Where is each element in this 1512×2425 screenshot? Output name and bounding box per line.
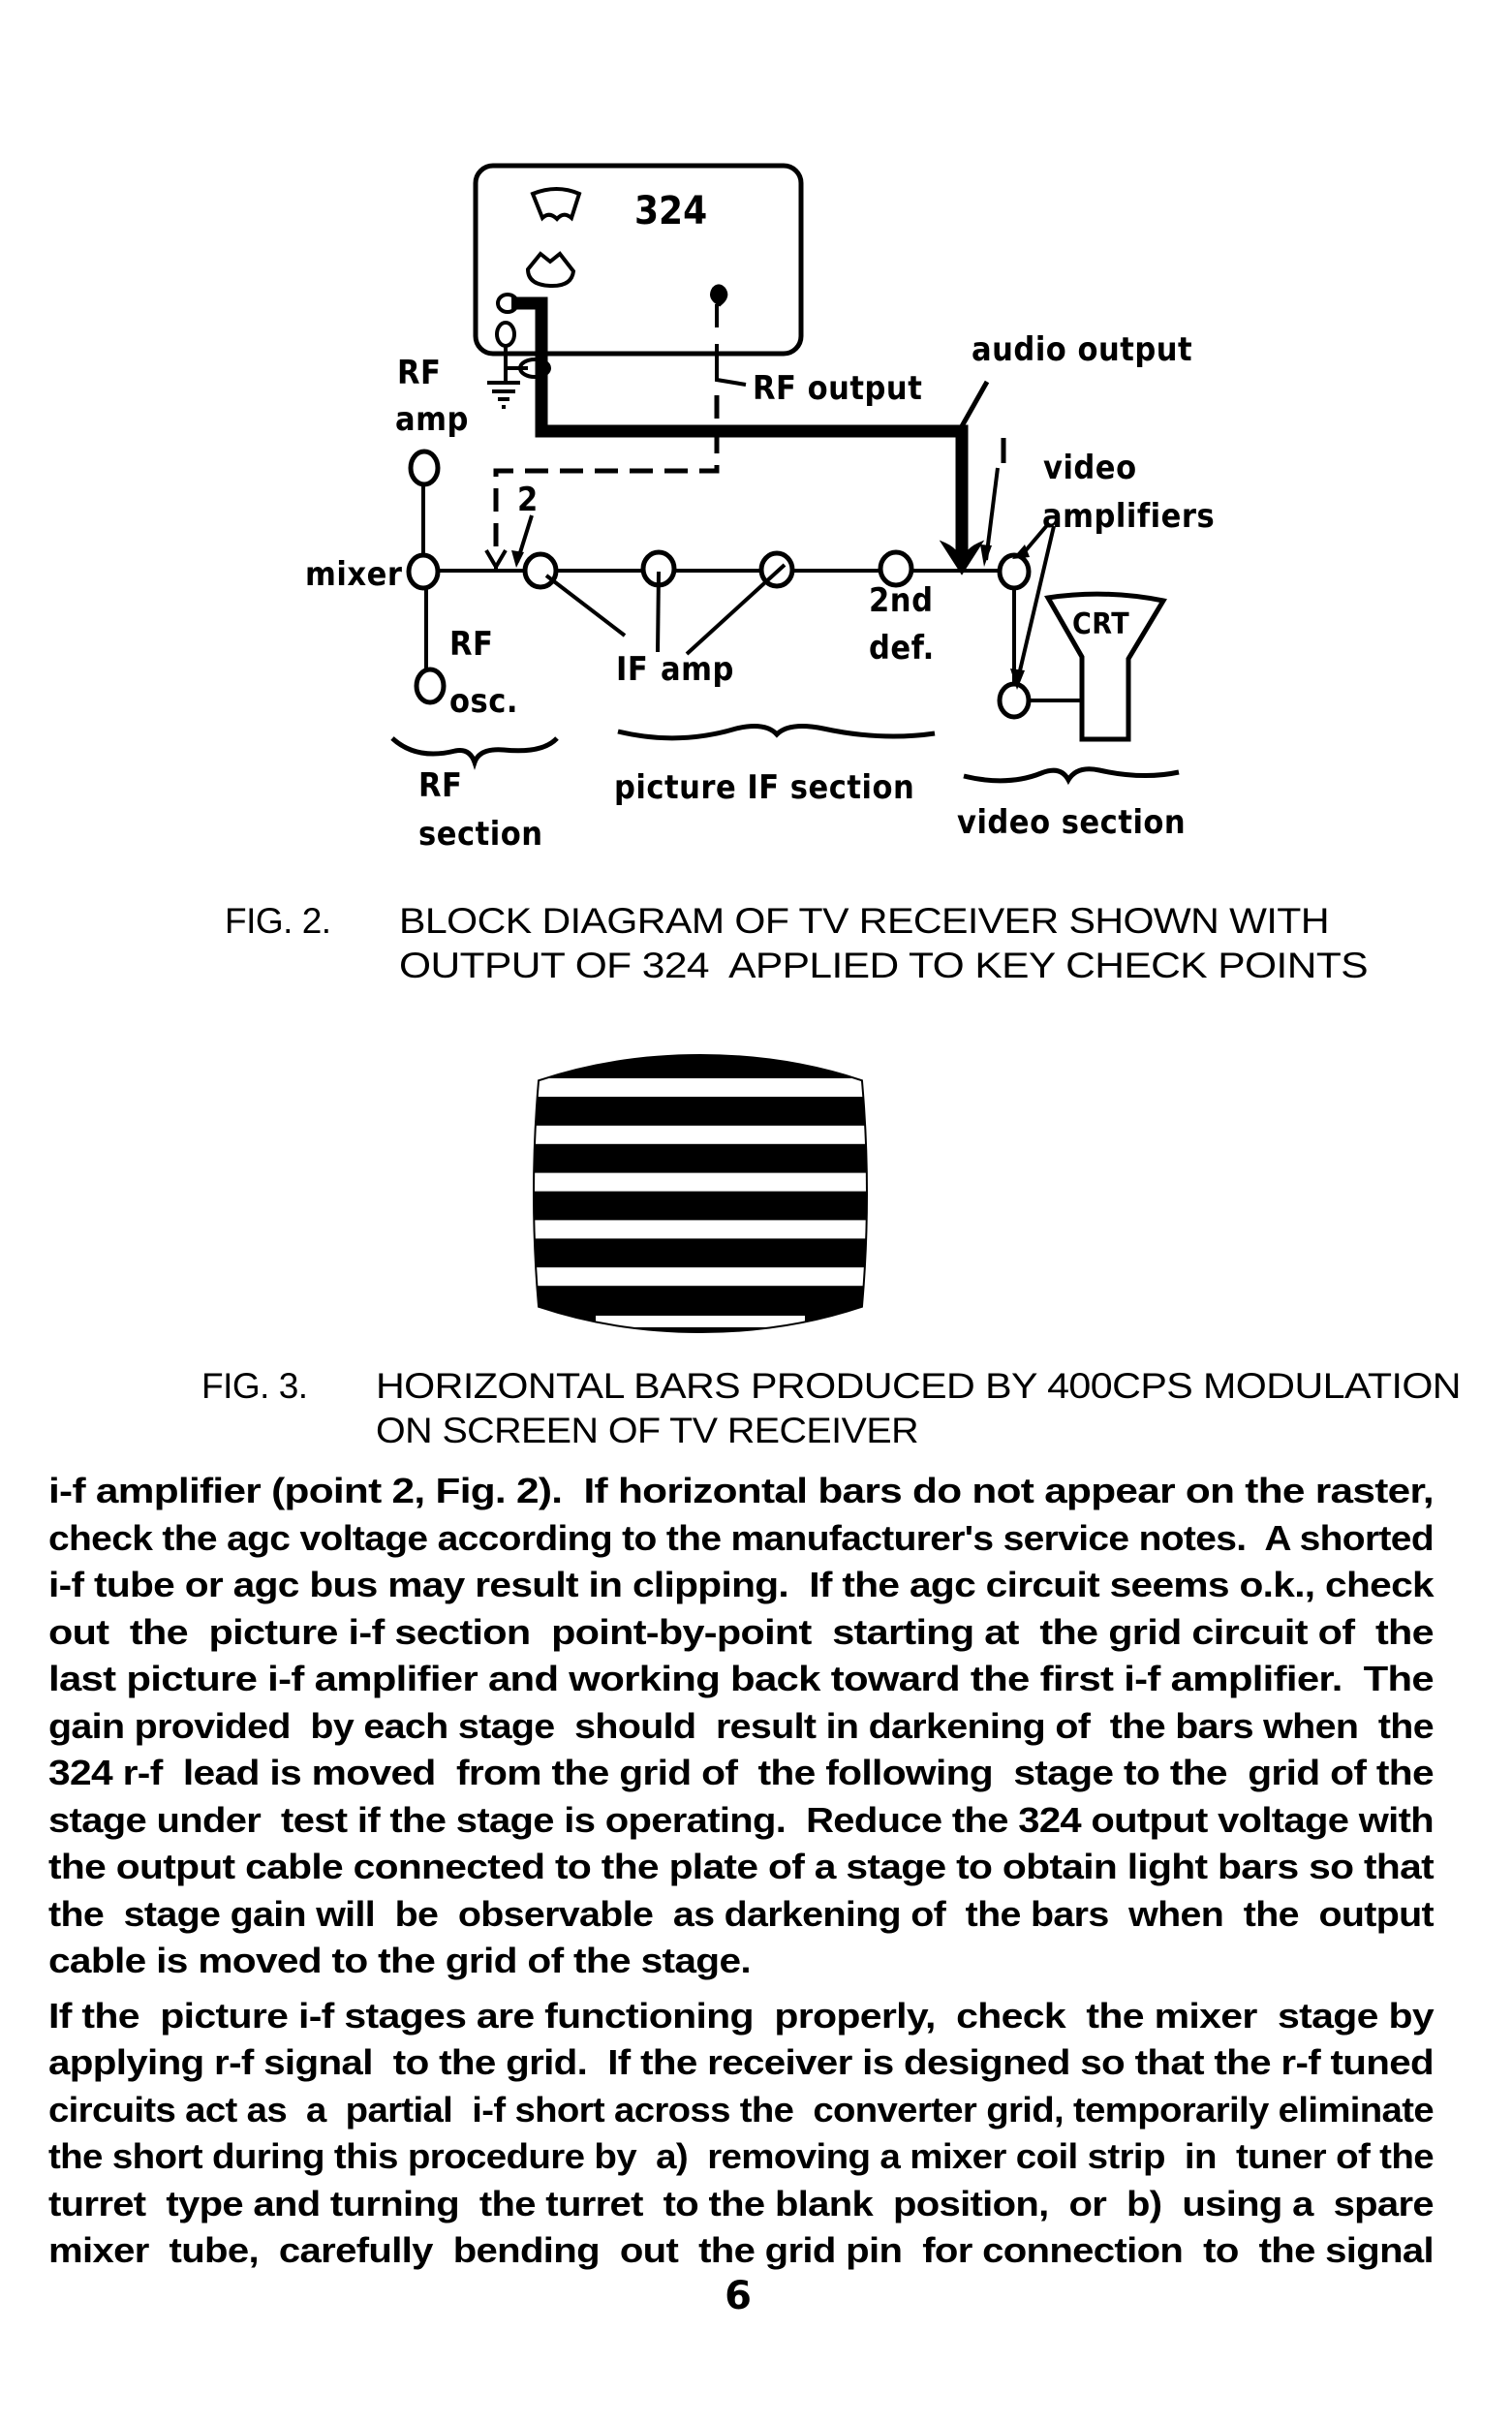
mixer-node	[409, 555, 438, 588]
tv-screen-outline	[535, 1056, 866, 1331]
rf-probe-clip-icon	[486, 550, 506, 572]
picture-if-section-brace	[618, 727, 935, 738]
figure-3-caption-line: ON SCREEN OF TV RECEIVER	[376, 1411, 918, 1450]
second-detector-label-line1: 2nd	[869, 581, 934, 620]
rf-osc-label-line1: RF	[449, 625, 494, 664]
rf-amp-label-line2: amp	[395, 400, 469, 439]
rf-amp-node	[411, 451, 438, 484]
figure-3-caption-line: HORIZONTAL BARS PRODUCED BY 400CPS MODULATION	[376, 1366, 1461, 1406]
figure-2-caption	[225, 899, 1368, 992]
white-bar	[528, 1078, 873, 1097]
rf-output-lead	[717, 344, 746, 385]
text-line: last picture i-f amplifier and working back toward the first i-f amplifier. The	[48, 1659, 1434, 1698]
video-amplifiers-label-line2: amplifiers	[1042, 497, 1216, 536]
audio-output-cable	[511, 303, 962, 562]
figure-2-caption-line: OUTPUT OF 324 APPLIED TO KEY CHECK POINTS	[399, 946, 1368, 985]
rf-section-label-line1: RF	[418, 766, 463, 805]
audio-output-pointer	[962, 382, 987, 426]
rf-amp-label-line1: RF	[397, 354, 442, 392]
bottom-white-sliver	[596, 1316, 805, 1327]
figure-3-tv-screen	[528, 1054, 873, 1333]
rf-output-jack-icon	[712, 287, 725, 328]
page-number: 6	[725, 2274, 752, 2318]
if-amp-node-1	[525, 554, 556, 587]
rf-output-dashed-lead	[496, 395, 717, 557]
white-bar	[528, 1173, 873, 1192]
video-amp-node-2	[1000, 684, 1029, 717]
video-section-label: video section	[957, 803, 1187, 842]
rf-output-label: RF output	[753, 369, 923, 408]
audio-output-label: audio output	[972, 330, 1193, 369]
mixer-label: mixer	[305, 555, 403, 594]
rf-osc-label-line2: osc.	[449, 682, 518, 721]
figure-2-block-diagram	[0, 0, 1512, 872]
point-2-label: 2	[517, 481, 539, 519]
text-line: i-f tube or agc bus may result in clipping. If the agc circuit seems o.k., check	[48, 1565, 1434, 1604]
if-amp-label-part1: IF	[616, 650, 649, 689]
text-line: cable is moved to the grid of the stage.	[48, 1941, 751, 1980]
white-bar	[528, 1220, 873, 1238]
rf-section-brace	[392, 738, 557, 762]
body-text	[48, 1468, 1435, 2275]
text-line: check the agc voltage according to the manufacturer's service notes. A shorted	[48, 1517, 1434, 1558]
second-detector-node	[880, 552, 911, 585]
video-amp-node-1	[1000, 555, 1029, 588]
second-detector-label-line2: def.	[869, 629, 935, 668]
figure-3-caption	[201, 1364, 1470, 1457]
text-line: circuits act as a partial i-f short across the converter grid, temporarily eliminate	[48, 2089, 1434, 2130]
paragraph-gap	[48, 1985, 1435, 1993]
text-line: out the picture i-f section point-by-point starting at the grid circuit of the	[48, 1611, 1434, 1652]
point-2-arrowhead	[511, 550, 524, 568]
text-line: gain provided by each stage should result in darkening of the bars when the	[48, 1705, 1434, 1746]
meter-dial-bottom-icon	[528, 254, 573, 286]
rf-section-label-line2: section	[418, 815, 543, 854]
meter-dial-top-icon	[533, 189, 579, 219]
figure-2-caption-text	[399, 899, 1368, 988]
point-1-arrowhead	[980, 544, 992, 567]
instrument-label: 324	[634, 189, 708, 233]
figure-3-caption-text	[376, 1364, 1461, 1453]
text-line: turret type and turning the turret to the blank position, or b) using a spare	[48, 2183, 1434, 2223]
text-line: mixer tube, carefully bending out the grid pin for connection to the signal	[48, 2230, 1434, 2270]
text-line: the stage gain will be observable as darkening of the bars when the output	[48, 1893, 1434, 1934]
text-line: the output cable connected to the plate of a stage to obtain light bars so that	[48, 1847, 1434, 1886]
figure-2-caption-line: BLOCK DIAGRAM OF TV RECEIVER SHOWN WITH	[399, 901, 1329, 941]
text-line: If the picture i-f stages are functioning properly, check the mixer stage by	[48, 1995, 1434, 2036]
video-section-brace	[964, 769, 1179, 781]
video-amplifiers-label-line1: video	[1043, 449, 1137, 487]
picture-if-section-label: picture IF section	[614, 768, 915, 807]
text-line: applying r-f signal to the grid. If the receiver is designed so that the r-f tuned	[48, 2042, 1434, 2082]
text-line: i-f amplifier (point 2, Fig. 2). If horizontal bars do not appear on the raster,	[48, 1471, 1434, 1510]
paragraph	[48, 1993, 1435, 2275]
paragraph	[48, 1468, 1435, 1985]
crt-label: CRT	[1072, 607, 1130, 641]
rf-osc-node	[417, 669, 444, 702]
text-line: stage under test if the stage is operating. Reduce the 324 output voltage with	[48, 1799, 1435, 1840]
figure-2-number: FIG. 2.	[225, 901, 331, 941]
instrument-324	[476, 166, 801, 354]
figure-3-number: FIG. 3.	[201, 1366, 308, 1406]
text-line: 324 r-f lead is moved from the grid of the following stage to the grid of the	[48, 1753, 1435, 1792]
white-bar	[528, 1267, 873, 1286]
white-bar	[528, 1126, 873, 1144]
text-line: the short during this procedure by a) removing a mixer coil strip in tuner of the	[48, 2136, 1434, 2176]
ground-jack-icon	[497, 323, 514, 346]
if-amp-label-part2: amp	[661, 650, 734, 689]
